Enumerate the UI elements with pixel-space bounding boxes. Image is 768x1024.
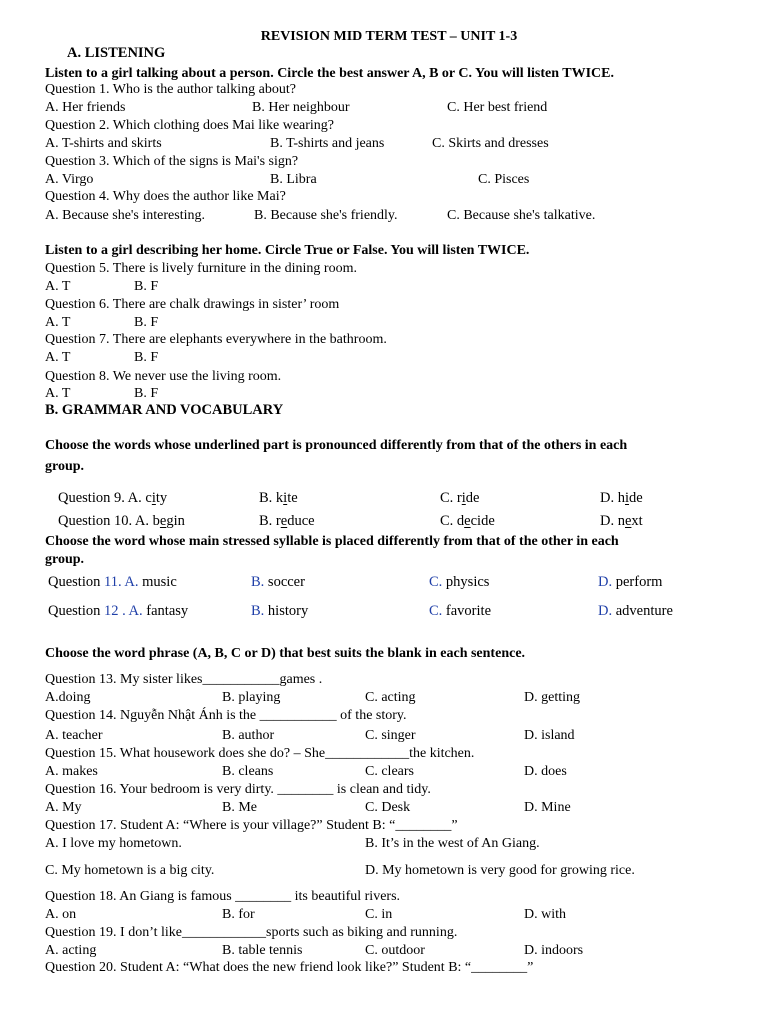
pronunciation-instruction-line2: group. (45, 459, 85, 474)
q16-option-a: A. My (45, 800, 82, 815)
q13-option-d: D. getting (524, 690, 580, 705)
q10-underlined-b: e (280, 513, 288, 529)
question-2: Question 2. Which clothing does Mai like wearing? (45, 118, 335, 133)
q8-option-a: A. T (45, 386, 71, 401)
q6-option-a: A. T (45, 315, 71, 330)
q16-option-d: D. Mine (524, 800, 571, 815)
q15-option-a: A. makes (45, 764, 98, 779)
q12-option-b: B. history (251, 603, 309, 619)
q16-option-c: C. Desk (365, 800, 411, 815)
q10-underlined-c: e (464, 513, 471, 529)
page-title: REVISION MID TERM TEST – UNIT 1-3 (260, 29, 518, 44)
q14-option-b: B. author (222, 728, 275, 743)
q2-option-b: B. T-shirts and jeans (270, 136, 385, 151)
q7-option-b: B. F (134, 350, 159, 365)
question-9: Question 9. A. city (58, 490, 168, 506)
q19-option-c: C. outdoor (365, 943, 425, 958)
section-a-heading: A. LISTENING (67, 45, 166, 61)
q19-option-d: D. indoors (524, 943, 584, 958)
q6-option-b: B. F (134, 315, 159, 330)
q5-option-b: B. F (134, 279, 159, 294)
question-11: Question 11. A. music (48, 574, 177, 590)
q9-option-c: C. ride (440, 490, 480, 506)
question-19: Question 19. I don’t like____________sports such as biking and running. (45, 925, 458, 940)
q18-option-d: D. with (524, 907, 566, 922)
q11-option-d: D. perform (598, 574, 663, 590)
q3-option-b: B. Libra (270, 172, 317, 187)
q19-option-b: B. table tennis (222, 943, 303, 958)
q7-option-a: A. T (45, 350, 71, 365)
q18-option-c: C. in (365, 907, 393, 922)
phrase-instruction: Choose the word phrase (A, B, C or D) that best suits the blank in each sentence. (45, 646, 526, 661)
q14-option-c: C. singer (365, 728, 416, 743)
q13-option-b: B. playing (222, 690, 281, 705)
q8-option-b: B. F (134, 386, 159, 401)
q10-underlined-d: e (624, 513, 632, 529)
stress-instruction-line2: group. (45, 552, 85, 567)
q14-option-d: D. island (524, 728, 575, 743)
question-17: Question 17. Student A: “Where is your village?” Student B: “________” (45, 818, 458, 833)
q13-option-c: C. acting (365, 690, 416, 705)
q9-underlined-b: i (283, 490, 288, 506)
question-14: Question 14. Nguyễn Nhật Ánh is the ___________ of the story. (45, 708, 407, 723)
q3-option-a: A. Virgo (45, 172, 94, 187)
part2-instruction: Listen to a girl describing her home. Circle True or False. You will listen TWICE. (45, 243, 530, 258)
q10-option-c: C. decide (440, 513, 495, 529)
q4-option-a: A. Because she's interesting. (45, 208, 205, 223)
q10-underlined-a: e (159, 513, 167, 529)
q10-option-b: B. reduce (259, 513, 315, 529)
q9-underlined-d: i (624, 490, 630, 506)
question-10: Question 10. A. begin (58, 513, 185, 529)
q15-option-c: C. clears (365, 764, 414, 779)
q14-option-a: A. teacher (45, 728, 103, 743)
q17-option-d: D. My hometown is very good for growing rice. (365, 863, 635, 878)
q10-option-d: D. next (600, 513, 643, 529)
q9-option-b: B. kite (259, 490, 298, 506)
question-13: Question 13. My sister likes___________games . (45, 672, 323, 687)
question-6: Question 6. There are chalk drawings in sister’ room (45, 297, 340, 312)
q1-option-c: C. Her best friend (447, 100, 548, 115)
q4-option-b: B. Because she's friendly. (254, 208, 398, 223)
q17-option-c: C. My hometown is a big city. (45, 863, 215, 878)
question-15: Question 15. What housework does she do? – She____________the kitchen. (45, 746, 475, 761)
q17-option-a: A. I love my hometown. (45, 836, 182, 851)
q9-option-d: D. hide (600, 490, 643, 506)
question-8: Question 8. We never use the living room. (45, 369, 282, 384)
question-12: Question 12 . A. fantasy (48, 603, 189, 619)
q18-option-a: A. on (45, 907, 77, 922)
q1-option-a: A. Her friends (45, 100, 126, 115)
question-18: Question 18. An Giang is famous ________ its beautiful rivers. (45, 889, 401, 904)
q17-option-b: B. It’s in the west of An Giang. (365, 836, 540, 851)
part1-instruction: Listen to a girl talking about a person. Circle the best answer A, B or C. You will listen TWICE. (45, 66, 614, 81)
q13-option-a: A.doing (45, 690, 91, 705)
section-b-heading: B. GRAMMAR AND VOCABULARY (45, 402, 284, 418)
q2-option-a: A. T-shirts and skirts (45, 136, 162, 151)
q4-option-c: C. Because she's talkative. (447, 208, 596, 223)
question-1: Question 1. Who is the author talking about? (45, 82, 296, 97)
q5-option-a: A. T (45, 279, 71, 294)
q12-option-c: C. favorite (429, 603, 492, 619)
q1-option-b: B. Her neighbour (252, 100, 350, 115)
question-3: Question 3. Which of the signs is Mai's sign? (45, 154, 299, 169)
q15-option-d: D. does (524, 764, 567, 779)
question-7: Question 7. There are elephants everywhere in the bathroom. (45, 332, 387, 347)
q11-option-b: B. soccer (251, 574, 305, 590)
pronunciation-instruction-line1: Choose the words whose underlined part is pronounced differently from that of the others in each (45, 438, 628, 453)
q11-option-c: C. physics (429, 574, 490, 590)
question-5: Question 5. There is lively furniture in the dining room. (45, 261, 357, 276)
q18-option-b: B. for (222, 907, 255, 922)
q2-option-c: C. Skirts and dresses (432, 136, 549, 151)
question-4: Question 4. Why does the author like Mai? (45, 189, 286, 204)
q16-option-b: B. Me (222, 800, 257, 815)
q15-option-b: B. cleans (222, 764, 274, 779)
question-16: Question 16. Your bedroom is very dirty. ________ is clean and tidy. (45, 782, 431, 797)
q19-option-a: A. acting (45, 943, 97, 958)
stress-instruction-line1: Choose the word whose main stressed syllable is placed differently from that of the other in each (45, 534, 619, 549)
q12-option-d: D. adventure (598, 603, 673, 619)
q3-option-c: C. Pisces (478, 172, 530, 187)
question-20: Question 20. Student A: “What does the new friend look like?” Student B: “________” (45, 960, 534, 975)
q9-underlined-a: i (151, 490, 156, 506)
q9-underlined-c: i (461, 490, 466, 506)
